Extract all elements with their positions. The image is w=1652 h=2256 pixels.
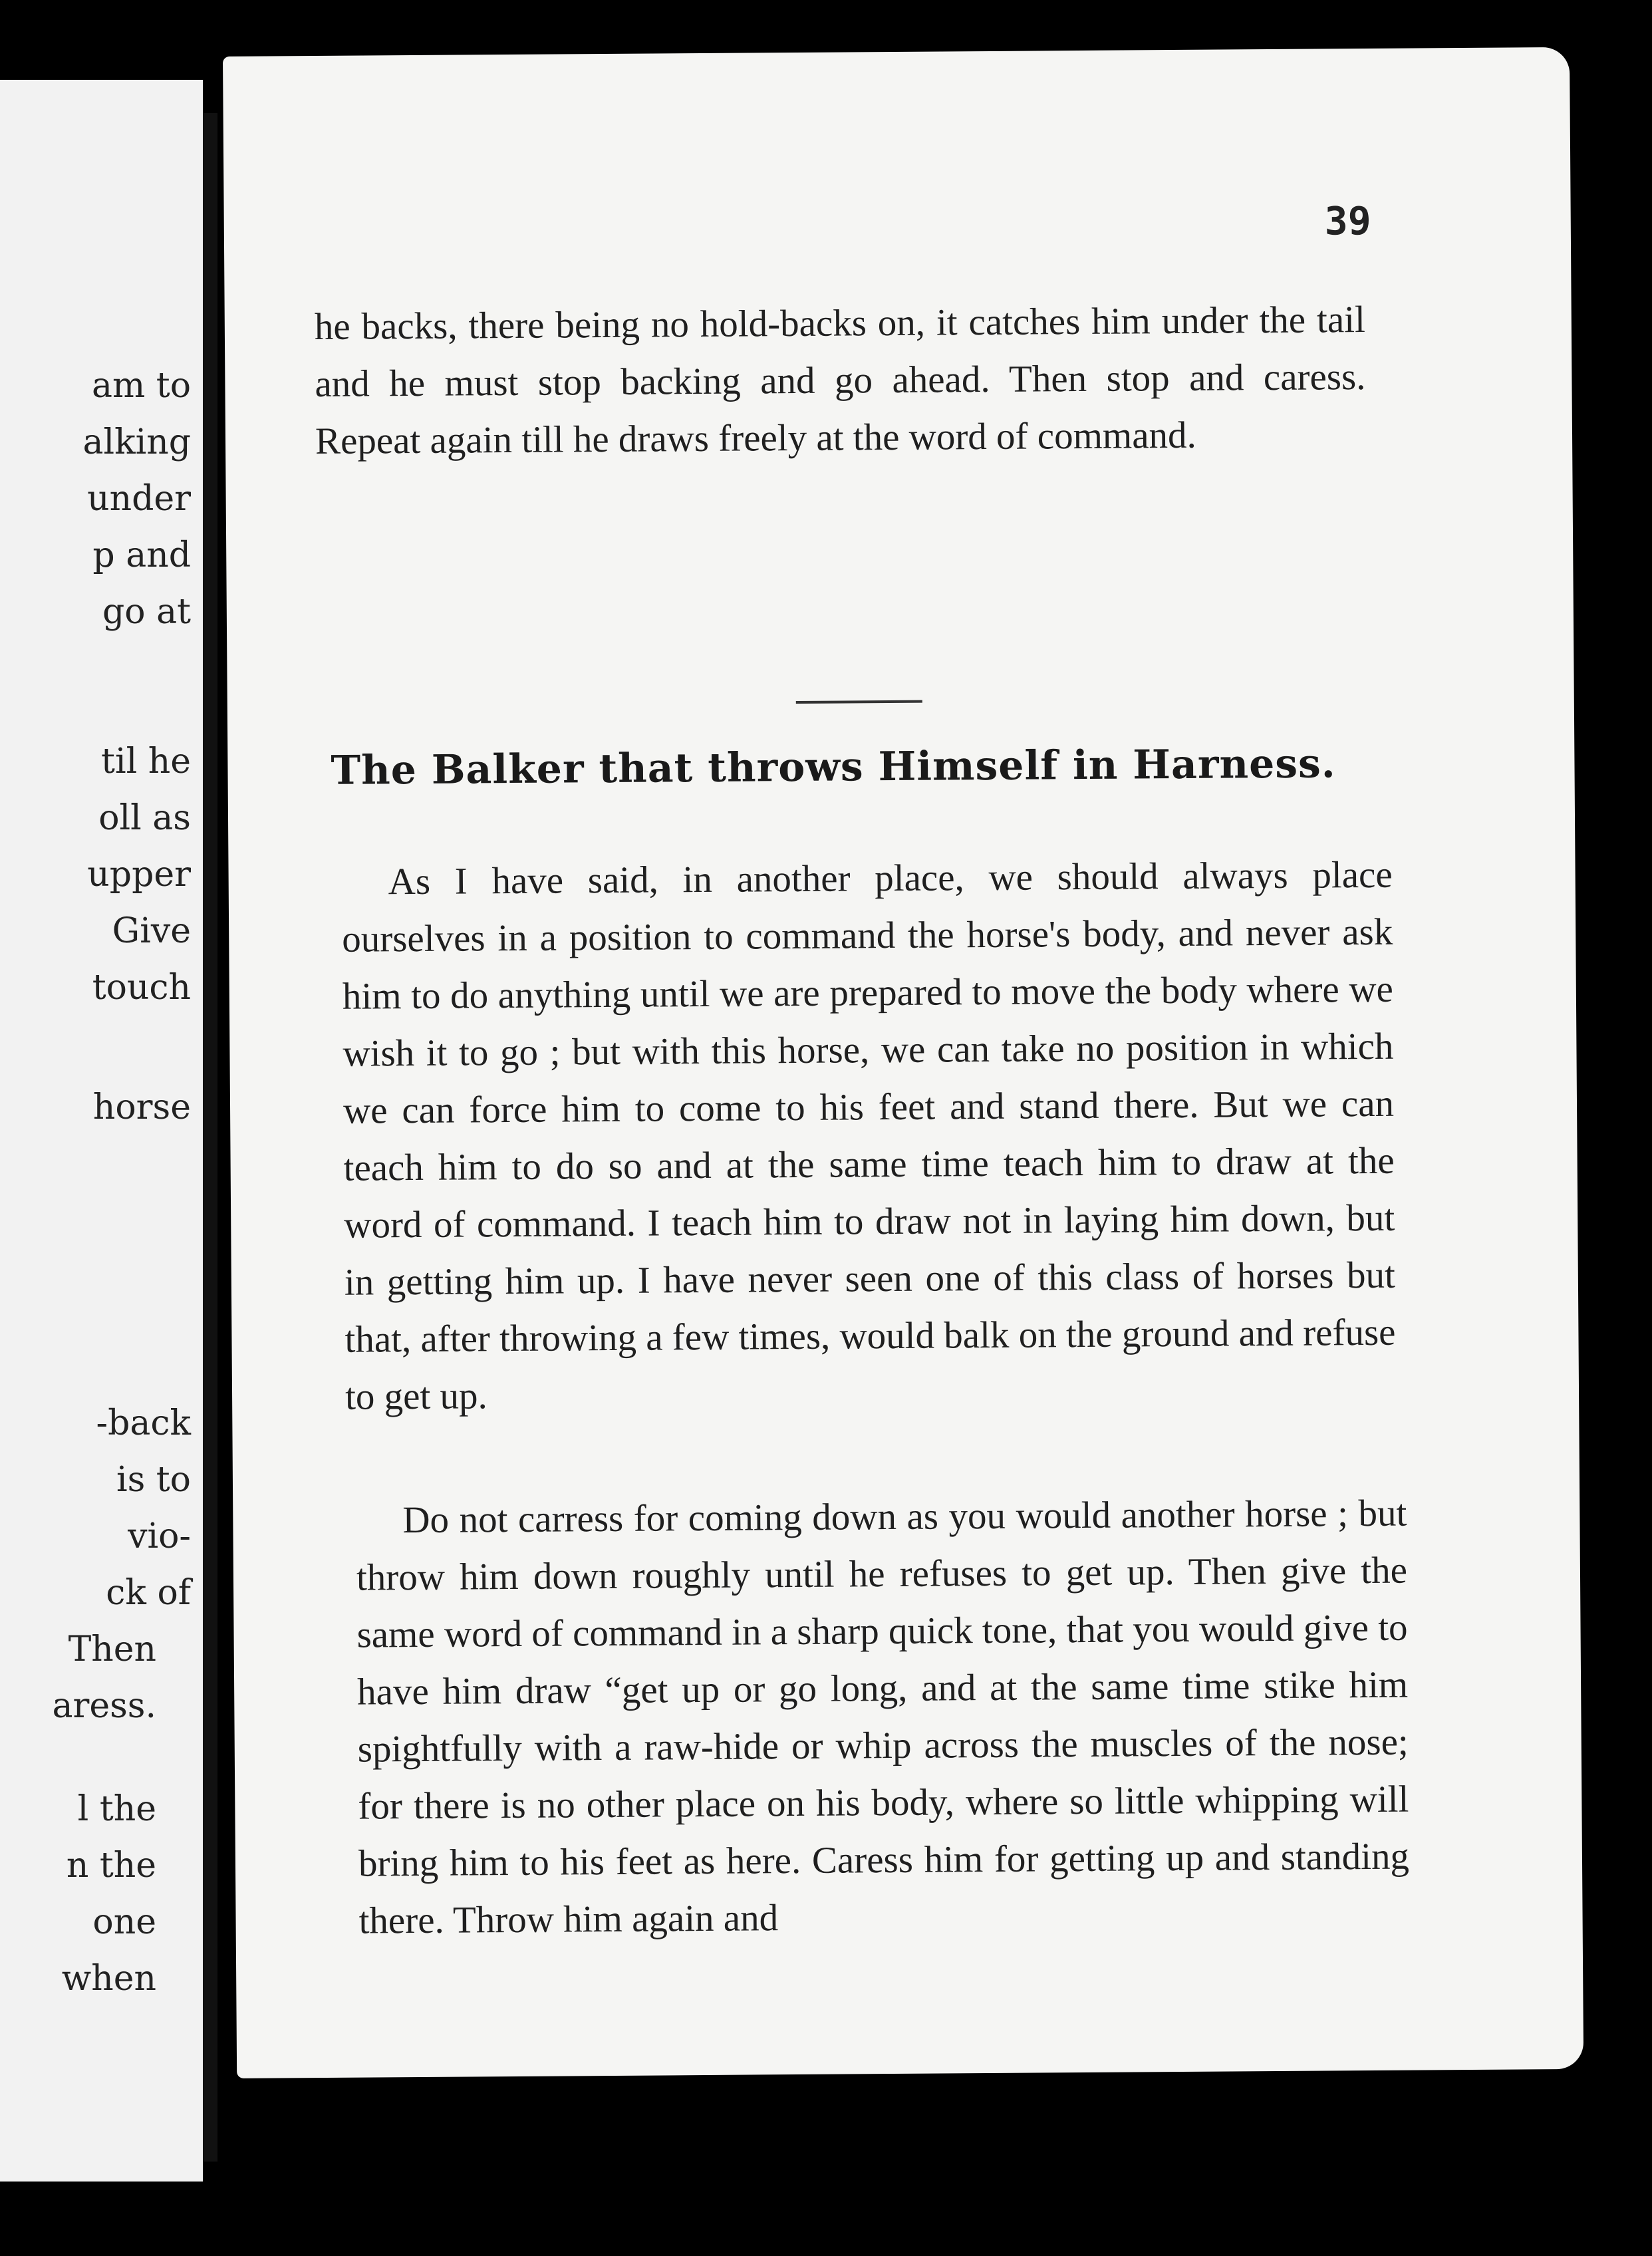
section-heading: The Balker that throws Himself in Harness.: [331, 740, 1336, 794]
left-page-line: til he: [101, 742, 191, 781]
left-page-line: alking: [82, 422, 191, 462]
continued-paragraph: he backs, there being no hold-backs on, it catches him under the tail and he must stop backing and go ahead. Then stop and caress. Repeat again till he draws freely at the word of command.: [314, 299, 1366, 463]
left-page-line: ck of: [106, 1573, 191, 1613]
body-paragraph: As I have said, in another place, we should always place ourselves in a position to command the horse's body, and never ask him to do anything until we are prepared to move the body where we wish it to go ; but with this horse, we can take no position in which we can force him to come to his feet and stand there. But we can teach him to do so and at the same time teach him to draw at the word of command. I teach him to draw not in laying him down, but in getting him up. I have never seen one of this class of horses but that, after throwing a few times, would balk on the ground and refuse to get up.: [342, 853, 1396, 1418]
left-page-line: l the: [77, 1789, 156, 1829]
left-page-line: n the: [66, 1846, 156, 1886]
left-page-line: -back: [96, 1403, 191, 1443]
section-divider: [796, 700, 922, 704]
book-page: [223, 47, 1583, 2078]
left-page-line: aress.: [52, 1686, 156, 1726]
left-page-line: go at: [102, 592, 191, 632]
left-page-line: touch: [92, 968, 191, 1008]
left-page-line: am to: [91, 366, 191, 406]
page-number: 39: [1324, 198, 1371, 244]
left-page-line: is to: [116, 1460, 191, 1500]
left-page-line: oll as: [98, 798, 191, 838]
left-page-line: one: [92, 1902, 156, 1942]
left-page-line: horse: [92, 1087, 191, 1127]
left-page-line: under: [87, 479, 191, 519]
left-page-line: p and: [92, 535, 191, 575]
left-page-line: Give: [112, 911, 191, 951]
left-page-line: when: [61, 1959, 156, 1999]
book-spine: [203, 113, 217, 2162]
left-page-line: vio-: [128, 1516, 191, 1556]
body-paragraph: Do not carress for coming down as you would another horse ; but throw him down roughly until he refuses to get up. Then give the same word of command in a sharp quick tone, that you would give to have him draw “get up or go long, and at the same time stike him spightfully with a raw-hide or whip across the muscles of the nose; for there is no other place on his body, where so little whipping will bring him to his feet as here. Caress him for getting up and standing there. Throw him again and: [356, 1492, 1410, 1942]
left-page-line: upper: [87, 855, 191, 895]
left-page-fragment: [0, 80, 203, 2182]
left-page-line: Then: [68, 1629, 156, 1669]
